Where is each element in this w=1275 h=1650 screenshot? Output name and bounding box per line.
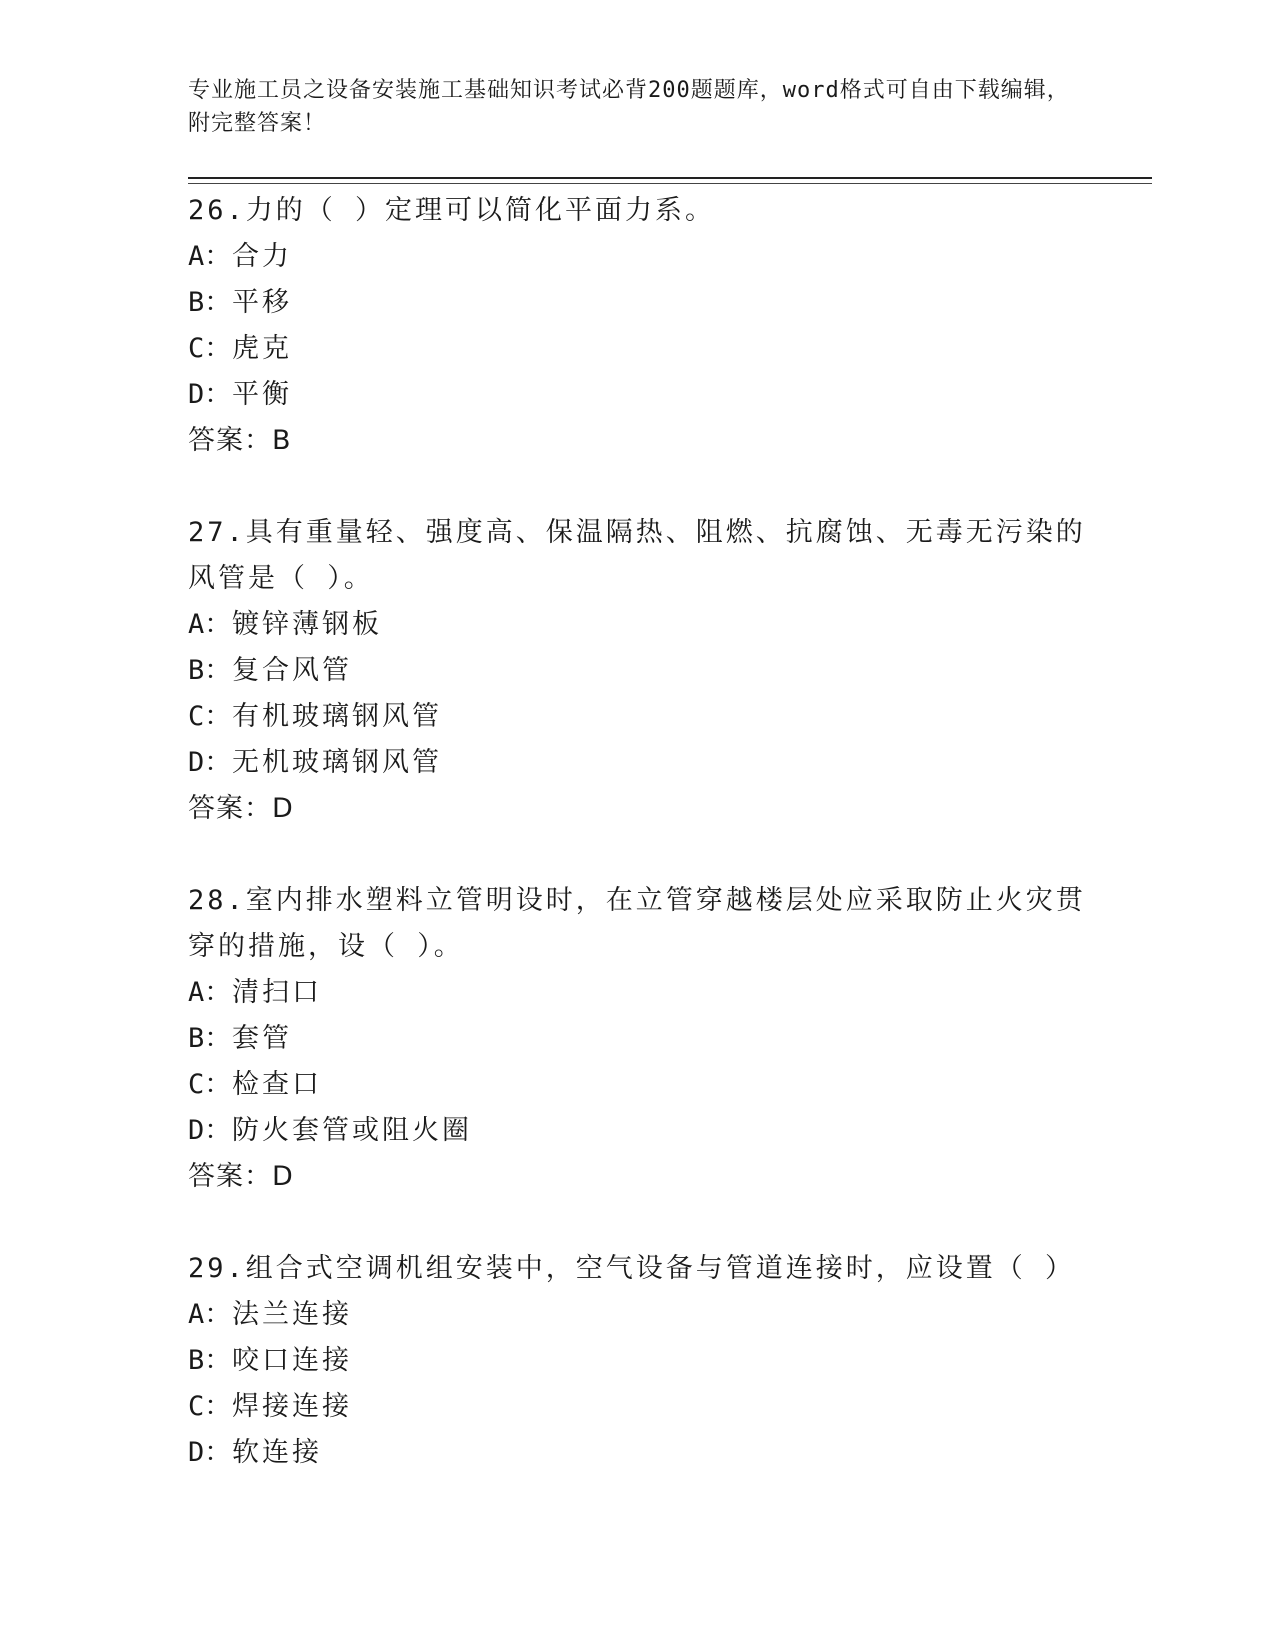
question-stem: 27.具有重量轻、强度高、保温隔热、阻燃、抗腐蚀、无毒无污染的风管是（ ）。 [188, 517, 1086, 594]
option-a [188, 1292, 1088, 1338]
option-a [188, 970, 1088, 1016]
option-text: 防火套管或阻火圈 [232, 1115, 472, 1146]
option-a [188, 234, 1088, 280]
option-text: 镀锌薄钢板 [232, 609, 382, 640]
question-26 [188, 188, 1088, 464]
option-key: C： [188, 1391, 232, 1422]
option-key: A： [188, 1299, 232, 1330]
header-divider-thick [188, 177, 1152, 179]
option-key: B： [188, 1345, 232, 1376]
question-28 [188, 878, 1088, 1200]
option-a [188, 602, 1088, 648]
option-key: A： [188, 977, 232, 1008]
question-stem: 28.室内排水塑料立管明设时，在立管穿越楼层处应采取防止火灾贯穿的措施，设（ ）。 [188, 885, 1086, 962]
option-key: A： [188, 609, 232, 640]
option-key: C： [188, 1069, 232, 1100]
question-29 [188, 1246, 1088, 1476]
option-b [188, 1338, 1088, 1384]
answer-line: 答案：D [188, 793, 294, 824]
option-text: 套管 [232, 1023, 292, 1054]
option-text: 无机玻璃钢风管 [232, 747, 442, 778]
answer-line: 答案：B [188, 425, 292, 456]
question-27 [188, 510, 1088, 832]
option-key: D： [188, 1115, 232, 1146]
option-d [188, 1430, 1088, 1476]
option-key: B： [188, 287, 232, 318]
option-key: A： [188, 241, 232, 272]
option-b [188, 1016, 1088, 1062]
option-text: 检查口 [232, 1069, 322, 1100]
option-text: 有机玻璃钢风管 [232, 701, 442, 732]
option-text: 虎克 [232, 333, 292, 364]
option-c [188, 326, 1088, 372]
page-header: 专业施工员之设备安装施工基础知识考试必背200题题库，word格式可自由下载编辑，附完整答案！ [188, 78, 1070, 136]
question-stem: 29.组合式空调机组安装中，空气设备与管道连接时，应设置（ ） [188, 1253, 1076, 1284]
option-text: 软连接 [232, 1437, 322, 1468]
option-key: D： [188, 1437, 232, 1468]
option-text: 焊接连接 [232, 1391, 352, 1422]
option-key: B： [188, 1023, 232, 1054]
option-key: C： [188, 333, 232, 364]
option-text: 法兰连接 [232, 1299, 352, 1330]
question-list [188, 188, 1088, 1522]
option-c [188, 1062, 1088, 1108]
answer-line: 答案：D [188, 1161, 294, 1192]
option-text: 复合风管 [232, 655, 352, 686]
option-d [188, 1108, 1088, 1154]
option-key: B： [188, 655, 232, 686]
option-c [188, 1384, 1088, 1430]
option-b [188, 280, 1088, 326]
option-text: 清扫口 [232, 977, 322, 1008]
option-b [188, 648, 1088, 694]
option-key: D： [188, 747, 232, 778]
option-text: 咬口连接 [232, 1345, 352, 1376]
header-divider-thin [188, 183, 1152, 184]
option-d [188, 740, 1088, 786]
option-text: 合力 [232, 241, 292, 272]
option-key: D： [188, 379, 232, 410]
option-d [188, 372, 1088, 418]
option-key: C： [188, 701, 232, 732]
question-stem: 26.力的（ ）定理可以简化平面力系。 [188, 195, 716, 226]
option-text: 平移 [232, 287, 292, 318]
option-text: 平衡 [232, 379, 292, 410]
option-c [188, 694, 1088, 740]
